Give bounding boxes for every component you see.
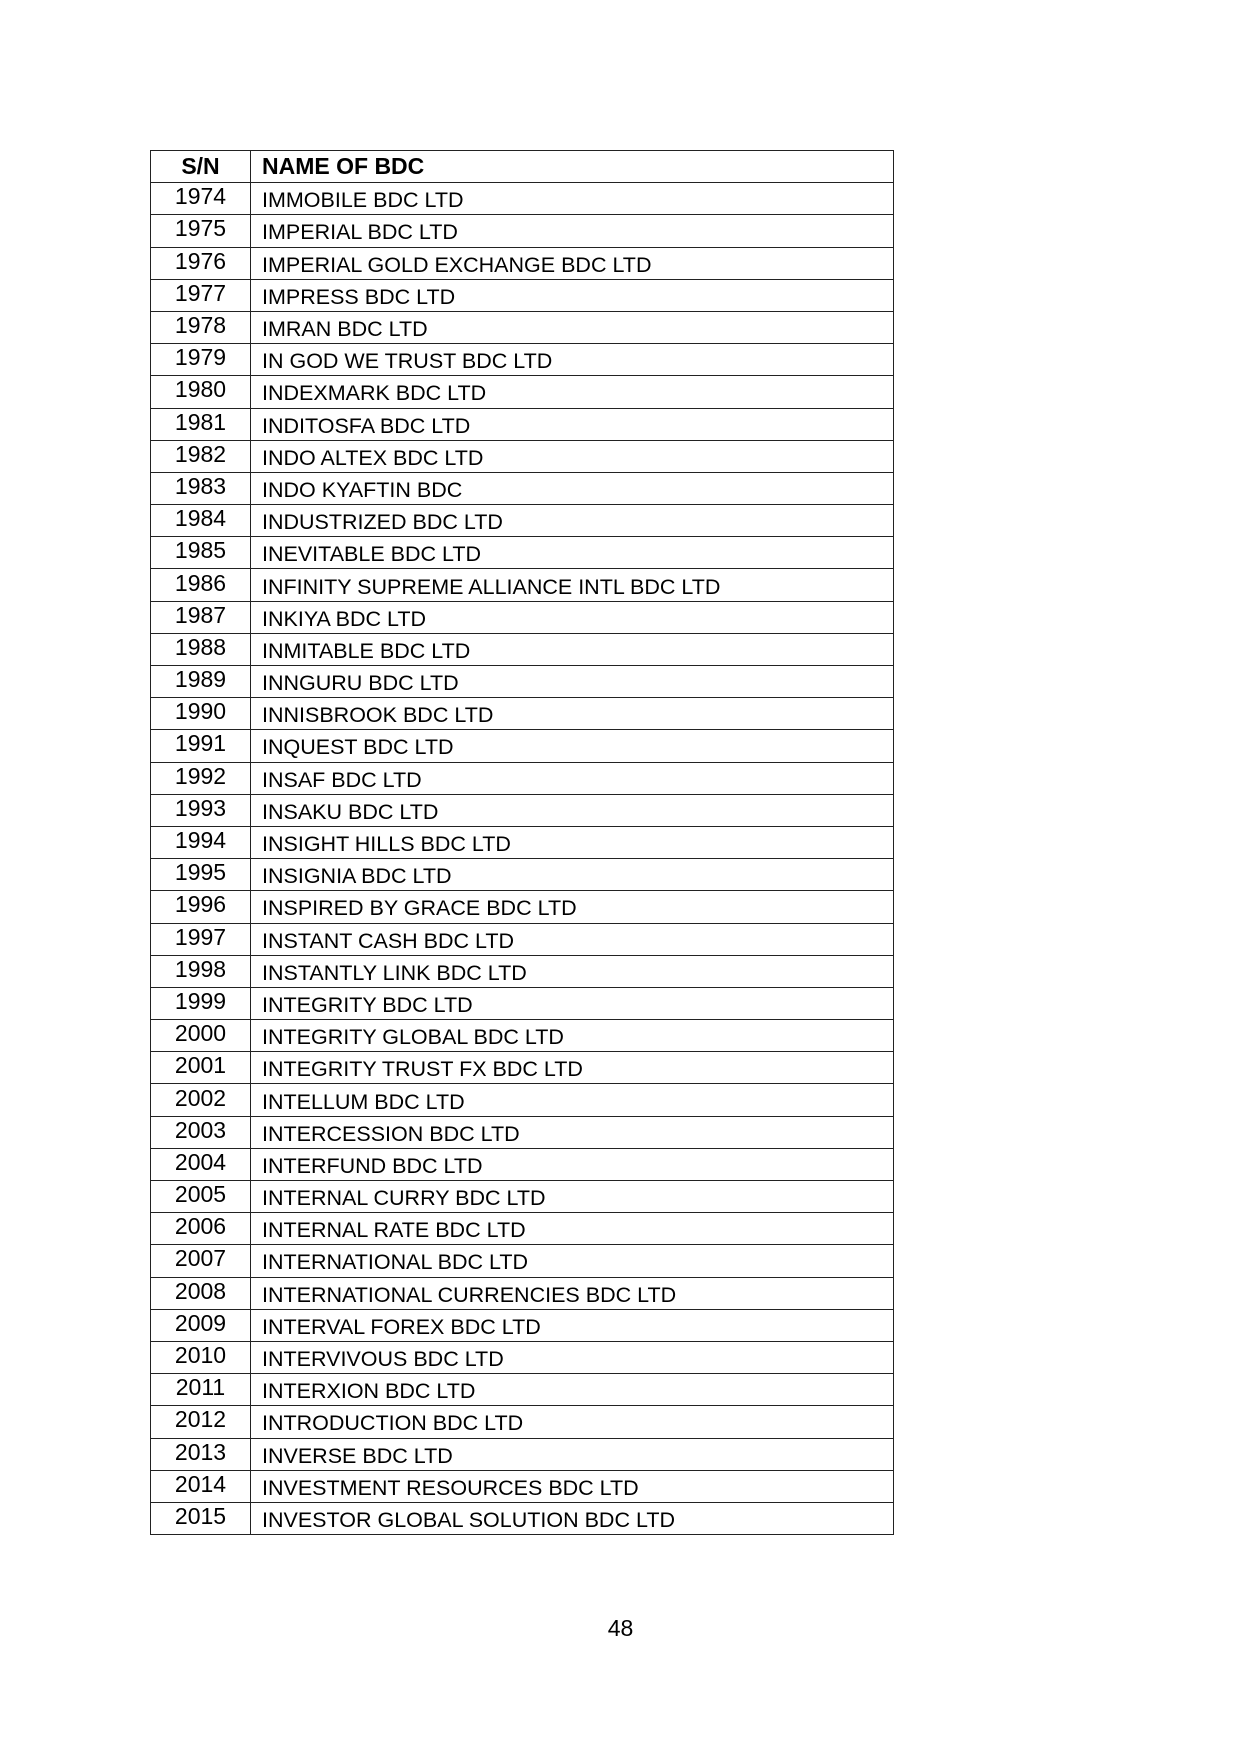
row-bdc-name: INTERNAL CURRY BDC LTD: [251, 1181, 894, 1213]
table-header-row: [151, 151, 894, 183]
row-bdc-name: INSIGHT HILLS BDC LTD: [251, 826, 894, 858]
row-bdc-name: INVESTMENT RESOURCES BDC LTD: [251, 1470, 894, 1502]
table-row: [151, 505, 894, 537]
row-serial-number: 1987: [151, 601, 251, 633]
page-number: 48: [607, 1615, 634, 1641]
row-bdc-name: INSTANT CASH BDC LTD: [251, 923, 894, 955]
row-serial-number: 1994: [151, 826, 251, 858]
row-bdc-name: INTERXION BDC LTD: [251, 1374, 894, 1406]
row-serial-number: 1974: [151, 183, 251, 215]
row-serial-number: 1986: [151, 569, 251, 601]
row-bdc-name: IMPERIAL BDC LTD: [251, 215, 894, 247]
table-row: [151, 472, 894, 504]
table-row: [151, 408, 894, 440]
table-row: [151, 183, 894, 215]
table-row: [151, 1245, 894, 1277]
table-row: [151, 1277, 894, 1309]
row-bdc-name: INSAF BDC LTD: [251, 762, 894, 794]
row-serial-number: 2008: [151, 1277, 251, 1309]
row-serial-number: 1990: [151, 698, 251, 730]
table-row: [151, 1084, 894, 1116]
table-row: [151, 537, 894, 569]
table-row: [151, 633, 894, 665]
table-row: [151, 1438, 894, 1470]
row-bdc-name: INKIYA BDC LTD: [251, 601, 894, 633]
row-bdc-name: INTERCESSION BDC LTD: [251, 1116, 894, 1148]
table-body: [151, 183, 894, 1535]
row-serial-number: 1978: [151, 311, 251, 343]
table-row: [151, 215, 894, 247]
table-row: [151, 1052, 894, 1084]
table-row: [151, 1406, 894, 1438]
table-row: [151, 279, 894, 311]
row-serial-number: 1995: [151, 859, 251, 891]
row-serial-number: 1976: [151, 247, 251, 279]
row-serial-number: 2011: [151, 1374, 251, 1406]
table-row: [151, 344, 894, 376]
row-serial-number: 1982: [151, 440, 251, 472]
row-bdc-name: INNGURU BDC LTD: [251, 666, 894, 698]
row-bdc-name: INVERSE BDC LTD: [251, 1438, 894, 1470]
row-serial-number: 1999: [151, 987, 251, 1019]
row-serial-number: 1985: [151, 537, 251, 569]
row-serial-number: 1988: [151, 633, 251, 665]
row-serial-number: 2013: [151, 1438, 251, 1470]
row-bdc-name: INTEGRITY TRUST FX BDC LTD: [251, 1052, 894, 1084]
row-bdc-name: INSIGNIA BDC LTD: [251, 859, 894, 891]
row-bdc-name: INTERVIVOUS BDC LTD: [251, 1341, 894, 1373]
table-row: [151, 1148, 894, 1180]
row-bdc-name: IMPRESS BDC LTD: [251, 279, 894, 311]
row-serial-number: 1992: [151, 762, 251, 794]
row-bdc-name: INDITOSFA BDC LTD: [251, 408, 894, 440]
table-row: [151, 1309, 894, 1341]
row-bdc-name: IMMOBILE BDC LTD: [251, 183, 894, 215]
table-row: [151, 601, 894, 633]
row-serial-number: 2000: [151, 1020, 251, 1052]
row-bdc-name: INTERVAL FOREX BDC LTD: [251, 1309, 894, 1341]
bdc-list-table: [150, 150, 894, 1535]
row-serial-number: 2010: [151, 1341, 251, 1373]
row-bdc-name: INMITABLE BDC LTD: [251, 633, 894, 665]
table-row: [151, 859, 894, 891]
row-bdc-name: INTERNAL RATE BDC LTD: [251, 1213, 894, 1245]
row-serial-number: 1984: [151, 505, 251, 537]
row-serial-number: 2004: [151, 1148, 251, 1180]
table-row: [151, 1341, 894, 1373]
table-row: [151, 1470, 894, 1502]
row-bdc-name: IMRAN BDC LTD: [251, 311, 894, 343]
table-row: [151, 247, 894, 279]
table-row: [151, 1374, 894, 1406]
row-bdc-name: INSAKU BDC LTD: [251, 794, 894, 826]
table-row: [151, 923, 894, 955]
table-row: [151, 440, 894, 472]
row-serial-number: 2012: [151, 1406, 251, 1438]
header-name-of-bdc: NAME OF BDC: [251, 151, 894, 183]
table-row: [151, 1181, 894, 1213]
row-bdc-name: INDO ALTEX BDC LTD: [251, 440, 894, 472]
row-bdc-name: INTEGRITY GLOBAL BDC LTD: [251, 1020, 894, 1052]
row-bdc-name: INSPIRED BY GRACE BDC LTD: [251, 891, 894, 923]
row-serial-number: 1996: [151, 891, 251, 923]
row-serial-number: 1980: [151, 376, 251, 408]
table-row: [151, 311, 894, 343]
table-row: [151, 376, 894, 408]
table-row: [151, 1116, 894, 1148]
row-bdc-name: INTERNATIONAL BDC LTD: [251, 1245, 894, 1277]
row-serial-number: 1997: [151, 923, 251, 955]
row-serial-number: 1975: [151, 215, 251, 247]
row-bdc-name: INVESTOR GLOBAL SOLUTION BDC LTD: [251, 1502, 894, 1534]
table-row: [151, 891, 894, 923]
table-row: [151, 987, 894, 1019]
row-serial-number: 2009: [151, 1309, 251, 1341]
table-row: [151, 826, 894, 858]
row-serial-number: 1977: [151, 279, 251, 311]
table-row: [151, 569, 894, 601]
header-sn: S/N: [151, 151, 251, 183]
row-bdc-name: IMPERIAL GOLD EXCHANGE BDC LTD: [251, 247, 894, 279]
table-row: [151, 1020, 894, 1052]
row-bdc-name: INDO KYAFTIN BDC: [251, 472, 894, 504]
row-serial-number: 1983: [151, 472, 251, 504]
row-serial-number: 2006: [151, 1213, 251, 1245]
row-serial-number: 2002: [151, 1084, 251, 1116]
table-row: [151, 666, 894, 698]
row-bdc-name: INTRODUCTION BDC LTD: [251, 1406, 894, 1438]
row-bdc-name: INDEXMARK BDC LTD: [251, 376, 894, 408]
row-serial-number: 2007: [151, 1245, 251, 1277]
table-row: [151, 955, 894, 987]
row-serial-number: 1998: [151, 955, 251, 987]
row-bdc-name: INEVITABLE BDC LTD: [251, 537, 894, 569]
table-row: [151, 762, 894, 794]
table-row: [151, 794, 894, 826]
row-serial-number: 2001: [151, 1052, 251, 1084]
row-bdc-name: INTERFUND BDC LTD: [251, 1148, 894, 1180]
row-bdc-name: INQUEST BDC LTD: [251, 730, 894, 762]
table-row: [151, 1213, 894, 1245]
row-bdc-name: INTERNATIONAL CURRENCIES BDC LTD: [251, 1277, 894, 1309]
row-serial-number: 1981: [151, 408, 251, 440]
row-serial-number: 2014: [151, 1470, 251, 1502]
row-bdc-name: INFINITY SUPREME ALLIANCE INTL BDC LTD: [251, 569, 894, 601]
row-bdc-name: INNISBROOK BDC LTD: [251, 698, 894, 730]
row-serial-number: 1989: [151, 666, 251, 698]
row-bdc-name: IN GOD WE TRUST BDC LTD: [251, 344, 894, 376]
table-row: [151, 698, 894, 730]
row-serial-number: 1979: [151, 344, 251, 376]
row-serial-number: 2015: [151, 1502, 251, 1534]
row-bdc-name: INSTANTLY LINK BDC LTD: [251, 955, 894, 987]
row-bdc-name: INDUSTRIZED BDC LTD: [251, 505, 894, 537]
table-row: [151, 730, 894, 762]
row-serial-number: 2003: [151, 1116, 251, 1148]
row-serial-number: 2005: [151, 1181, 251, 1213]
table-row: [151, 1502, 894, 1534]
row-serial-number: 1991: [151, 730, 251, 762]
row-bdc-name: INTEGRITY BDC LTD: [251, 987, 894, 1019]
row-serial-number: 1993: [151, 794, 251, 826]
row-bdc-name: INTELLUM BDC LTD: [251, 1084, 894, 1116]
